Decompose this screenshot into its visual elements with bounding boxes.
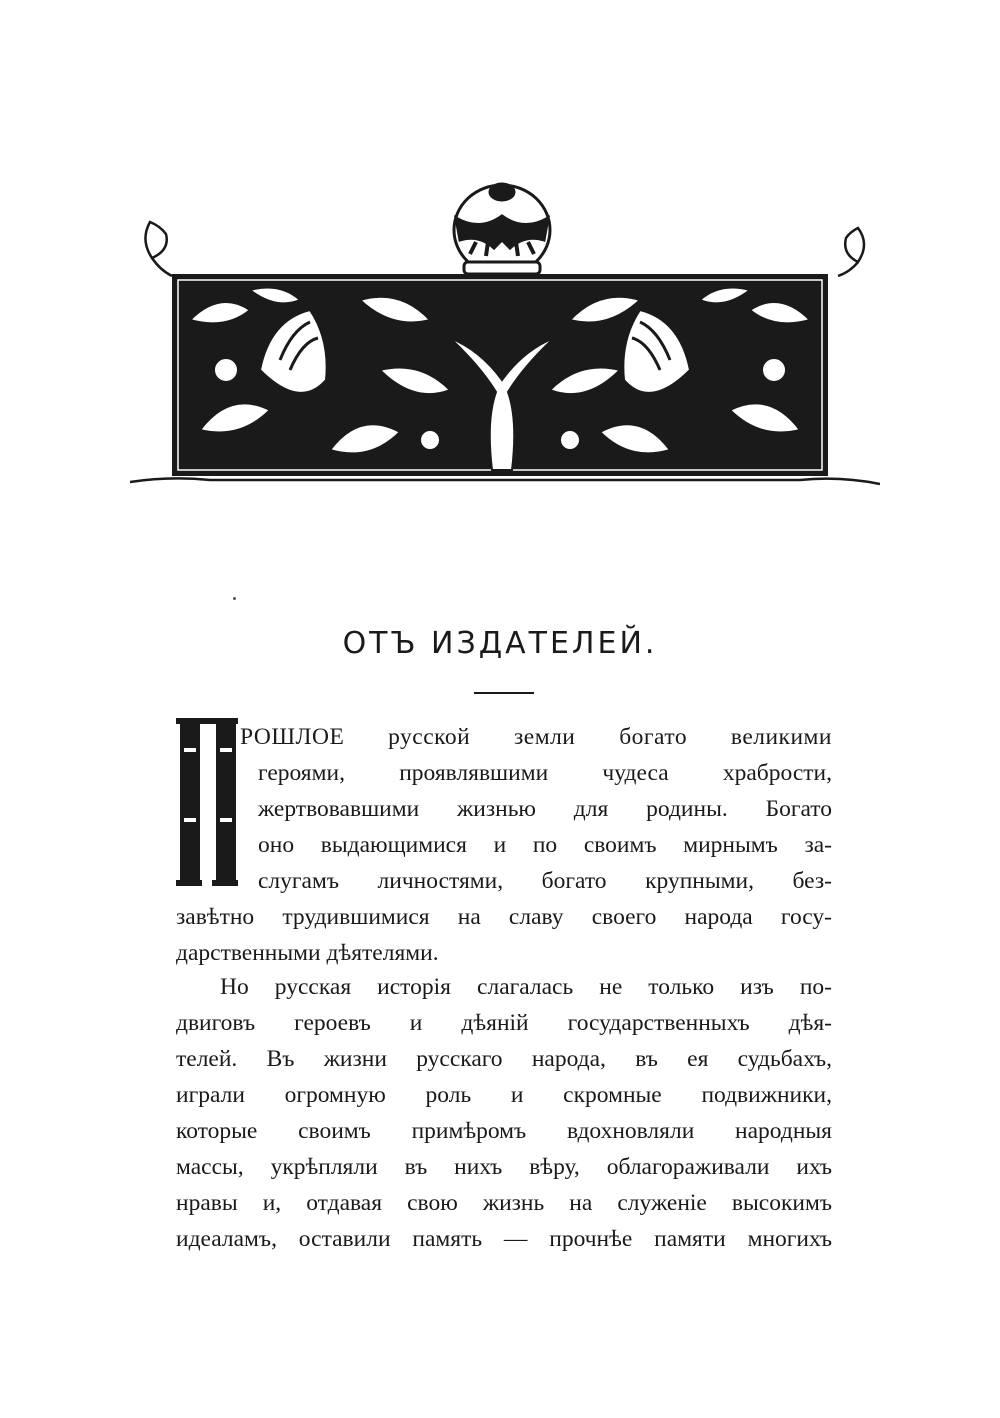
text-line: которые своимъ примѣромъ вдохновляли народныя — [176, 1118, 832, 1144]
text-line: дарственными дѣятелями. — [176, 940, 439, 966]
text-line: играли огромную роль и скромные подвижники, — [176, 1082, 832, 1108]
text-line: массы, укрѣпляли въ нихъ вѣру, облагораживали ихъ — [176, 1154, 832, 1180]
text-line: завѣтно трудившимися на славу своего народа госу- — [176, 904, 832, 930]
dropcap-letter — [176, 718, 238, 886]
text-line: героями, проявлявшими чудеса храбрости, — [258, 760, 832, 786]
text-line: телей. Въ жизни русскаго народа, въ ея судьбахъ, — [176, 1046, 832, 1072]
text-line: идеаламъ, оставили память — прочнѣе памяти многихъ — [176, 1226, 832, 1252]
text-line: слугамъ личностями, богато крупными, без- — [258, 868, 832, 894]
ornamental-headpiece — [130, 170, 880, 500]
page-title: ОТЪ ИЗДАТЕЛЕЙ. — [342, 626, 658, 661]
text-line: Но русская исторія слагалась не только изъ по- — [220, 974, 832, 1000]
text-line: жертвовавшими жизнью для родины. Богато — [258, 796, 832, 822]
text-line: РОШЛОЕ русской земли богато великими — [240, 724, 832, 750]
vase-finial-icon — [454, 184, 550, 275]
text-line: нравы и, отдавая свою жизнь на служеніе высокимъ — [176, 1190, 832, 1216]
title-rule — [474, 692, 534, 694]
leaf-finial-left-icon — [145, 222, 172, 276]
text-line: оно выдающимися и по своимъ мирнымъ за- — [258, 832, 832, 858]
leaf-finial-right-icon — [838, 228, 864, 276]
ink-speck — [233, 597, 236, 600]
text-line: двиговъ героевъ и дѣяній государственныхъ дѣя- — [176, 1010, 832, 1036]
